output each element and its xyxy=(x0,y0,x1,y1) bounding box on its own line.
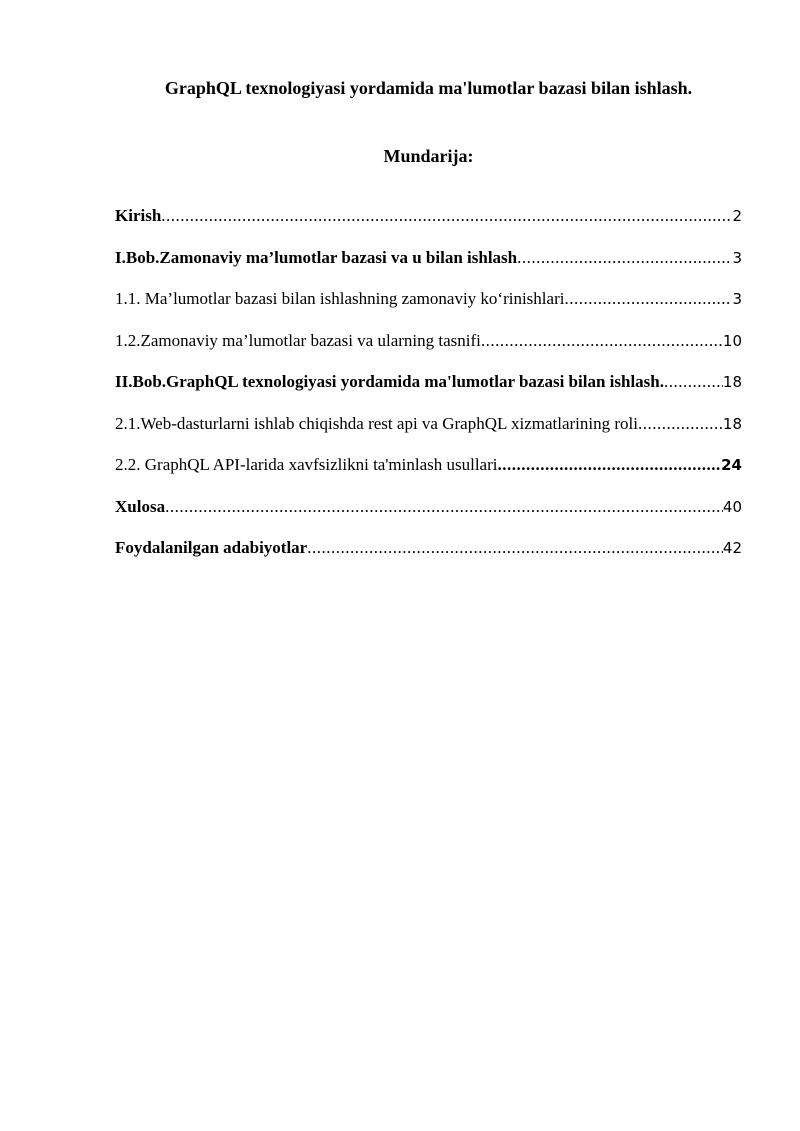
toc-leader-dots xyxy=(517,248,732,268)
document-title: GraphQL texnologiyasi yordamida ma'lumotlar bazasi bilan ishlash. xyxy=(164,78,693,98)
toc-entry-page: 3 xyxy=(732,248,742,267)
toc-leader-dots xyxy=(564,289,732,309)
toc-entry-page: 10 xyxy=(722,331,742,350)
toc-entry-label: Kirish xyxy=(115,206,162,225)
toc-entry-kirish[interactable] xyxy=(115,206,742,248)
toc-entry-references[interactable] xyxy=(115,538,742,580)
toc-entry-page: 40 xyxy=(722,497,742,516)
toc-entry-section-2-1[interactable] xyxy=(115,414,742,456)
toc-entry-label: I.Bob.Zamonaviy ma’lumotlar bazasi va u bilan ishlash xyxy=(115,247,518,267)
toc-entry-page: 3 xyxy=(732,290,742,308)
toc-entry-label: Xulosa xyxy=(115,496,166,516)
toc-entry-page: 18 xyxy=(722,373,742,391)
toc-entry-chapter-2[interactable] xyxy=(115,372,742,414)
toc-leader-dots xyxy=(161,206,732,226)
toc-leader-dots xyxy=(638,414,723,434)
toc-leader-dots xyxy=(664,372,723,392)
toc-heading: Mundarija: xyxy=(383,146,474,166)
toc-entry-page: 24 xyxy=(721,456,742,474)
toc-entry-section-2-2[interactable] xyxy=(115,455,742,497)
toc-entry-page: 2 xyxy=(732,207,742,225)
toc-entry-page: 42 xyxy=(722,539,742,557)
toc-leader-dots xyxy=(165,497,723,517)
toc-leader-dots xyxy=(498,455,722,475)
toc-entry-section-1-1[interactable] xyxy=(115,289,742,331)
toc-entry-label: II.Bob.GraphQL texnologiyasi yordamida ma'lumotlar bazasi bilan ishlash. xyxy=(115,372,664,391)
toc-entry-page: 18 xyxy=(722,414,742,433)
toc-entry-label: 2.1.Web-dasturlarni ishlab chiqishda rest api va GraphQL xizmatlarining roli xyxy=(115,413,638,433)
toc-entry-xulosa[interactable] xyxy=(115,497,742,539)
toc-entry-label: 1.2.Zamonaviy ma’lumotlar bazasi va ularning tasnifi xyxy=(115,330,481,350)
toc-entry-chapter-1[interactable] xyxy=(115,248,742,290)
table-of-contents xyxy=(115,206,742,580)
toc-entry-label: Foydalanilgan adabiyotlar xyxy=(115,538,308,557)
toc-leader-dots xyxy=(481,331,723,351)
toc-entry-section-1-2[interactable] xyxy=(115,331,742,373)
toc-leader-dots xyxy=(307,538,723,558)
toc-entry-label: 2.2. GraphQL API-larida xavfsizlikni ta'minlash usullari xyxy=(115,455,498,474)
toc-entry-label: 1.1. Ma’lumotlar bazasi bilan ishlashning zamonaviy ko‘rinishlari xyxy=(115,289,565,308)
